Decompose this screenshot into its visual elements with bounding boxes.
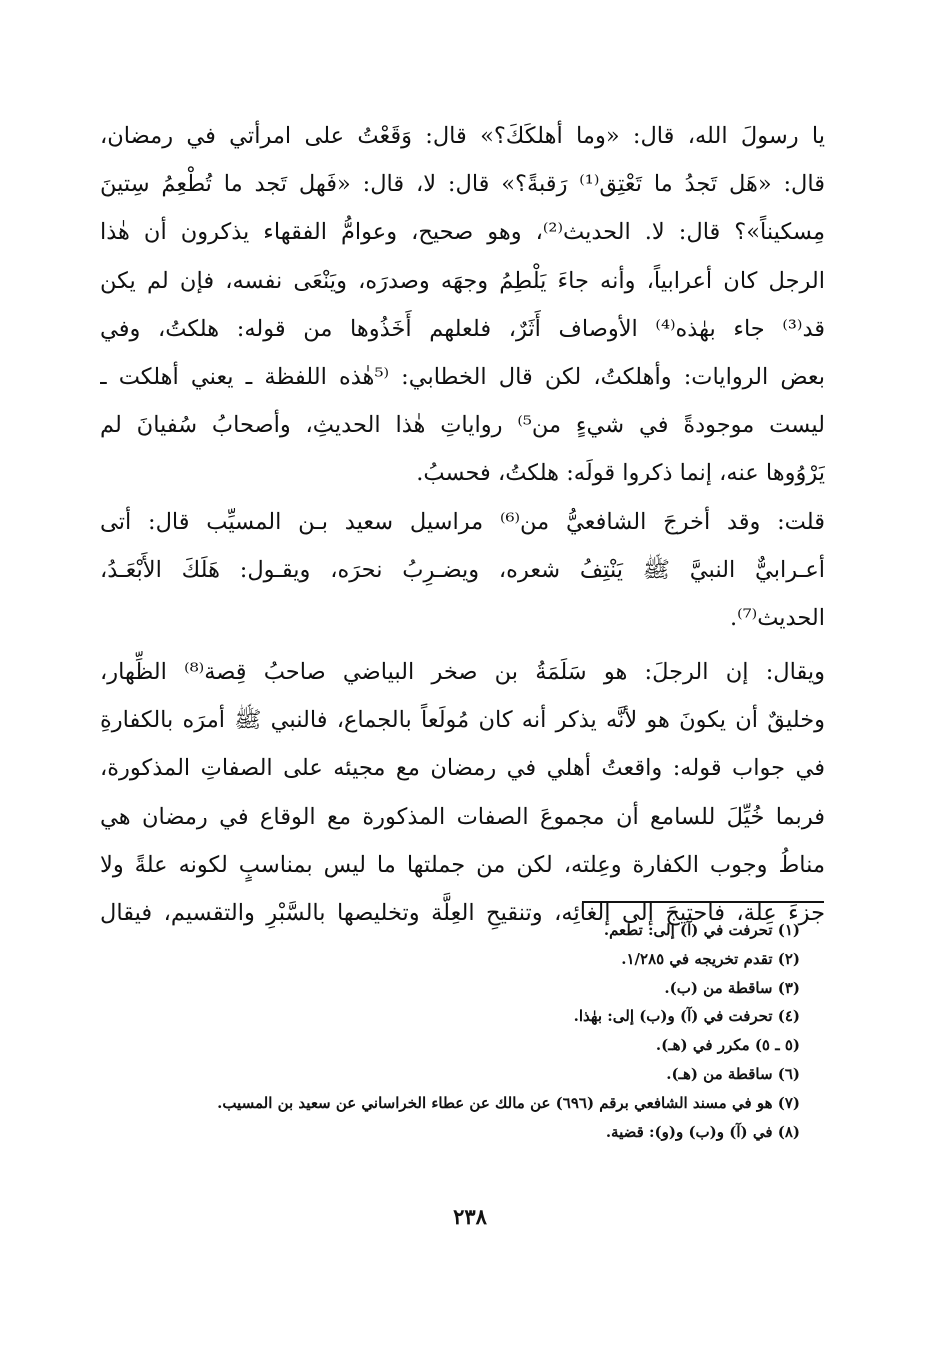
footnote-separator xyxy=(582,901,824,903)
text-line: جزءَ عِلة، فاحتيجَ إلى إلغائِه، وتنقيحِ العِلَّة وتخليصها بالسَّبْرِ والتقسيم، فيقال xyxy=(100,900,825,926)
footnote: (٦) ساقطة من (هـ). xyxy=(666,1064,800,1083)
footnote: (٢) تقدم تخريجه في ١/٢٨٥. xyxy=(621,949,800,968)
text-line: ليست موجودةً في شيءٍ من⁵⁾ رواياتِ هٰذا الحديثِ، وأصحابُ سُفيانَ لم xyxy=(100,412,825,439)
text-line: الرجل كان أعرابياً، وأنه جاءَ يَلْطِمُ وجهَه وصدرَه، ويَنْعَى نفسه، فإن لم يكن xyxy=(100,267,825,294)
footnotes xyxy=(80,916,800,1146)
text-line: وخليقٌ أن يكونَ هو لأنَّه يذكر أنه كان مُولَعاً بالجماع، فالنبي ﷺ أمرَه بالكفارةِ xyxy=(100,707,825,734)
text-line: الحديث⁽⁷⁾. xyxy=(729,604,825,631)
text-line: أعـرابيٌّ النبيَّ ﷺ يَنْتِفُ شعره، ويضـرِبُ نحرَه، ويقـول: هَلَكَ الأَبْعَـدُ، xyxy=(100,556,825,583)
main-text xyxy=(100,112,825,937)
footnote: (١) تحرفت في (آ) إلى: تطعم. xyxy=(603,921,800,939)
text-line: فربما خُيِّلَ للسامع أن مجموعَ الصفات المذكورة مع الوقاع في رمضان هي xyxy=(100,803,825,830)
text-line: قال: «هَل تَجدُ ما تَعْتِق⁽¹⁾ رَقبةً؟» قال: لا، قال: «فَهل تَجد ما تُطْعِمُ سِتينَ xyxy=(100,171,825,198)
text-line: قد⁽³⁾ جاء بهٰذه⁽⁴⁾ الأوصاف أَثَرٌ، فلعلهم أَخَذُوها من قوله: هلكتُ، وفي xyxy=(100,315,825,342)
text-line: مناطُ وجوب الكفارة وعِلته، لكن من جملتها ما ليس بمناسبٍ لكونه علةً ولا xyxy=(100,851,825,878)
page-number: ٢٣٨ xyxy=(453,1204,487,1229)
text-line: يَرْوُوها عنه، إنما ذكروا قولَه: هلكتُ، فحسبُ. xyxy=(416,460,825,487)
text-line: مِسكيناً»؟ قال: لا. الحديث⁽²⁾، وهو صحيح، وعوامُّ الفقهاء يذكرون أن هٰذا xyxy=(100,219,825,246)
footnote: (٥ ـ ٥) مكرر في (هـ). xyxy=(655,1036,800,1055)
footnote: (٧) هو في مسند الشافعي برقم (٦٩٦) عن مالك عن عطاء الخراساني عن سعيد بن المسيب. xyxy=(217,1093,800,1112)
footnote: (٣) ساقطة من (ب). xyxy=(664,978,800,997)
footnote: (٤) تحرفت في (آ) و(ب) إلى: بهٰذا. xyxy=(573,1007,800,1026)
text-line: يا رسولَ الله، قال: «وما أهلكَكَ؟» قال: وَقَعْتُ على امرأتي في رمضان، xyxy=(100,123,825,149)
text-line: في جواب قوله: واقعتُ أهلي في رمضان مع مجيئه على الصفاتِ المذكورة، xyxy=(100,755,825,782)
footnote: (٨) في (آ) و(ب) و(و): قضية. xyxy=(605,1122,800,1141)
text-line: قلت: وقد أخرجَ الشافعيُّ من⁽⁶⁾ مراسيل سعيد بـن المسيِّب قال: أتى xyxy=(100,508,825,535)
text-line: ويقال: إن الرجلَ: هو سَلَمَةُ بن صخر البياضي صاحبُ قِصة⁽⁸⁾ الظِّهار، xyxy=(100,659,825,686)
text-line: بعض الروايات: وأهلكتُ، لكن قال الخطابي: ⁽⁵هٰذه اللفظة ـ يعني أهلكت ـ xyxy=(100,363,825,390)
